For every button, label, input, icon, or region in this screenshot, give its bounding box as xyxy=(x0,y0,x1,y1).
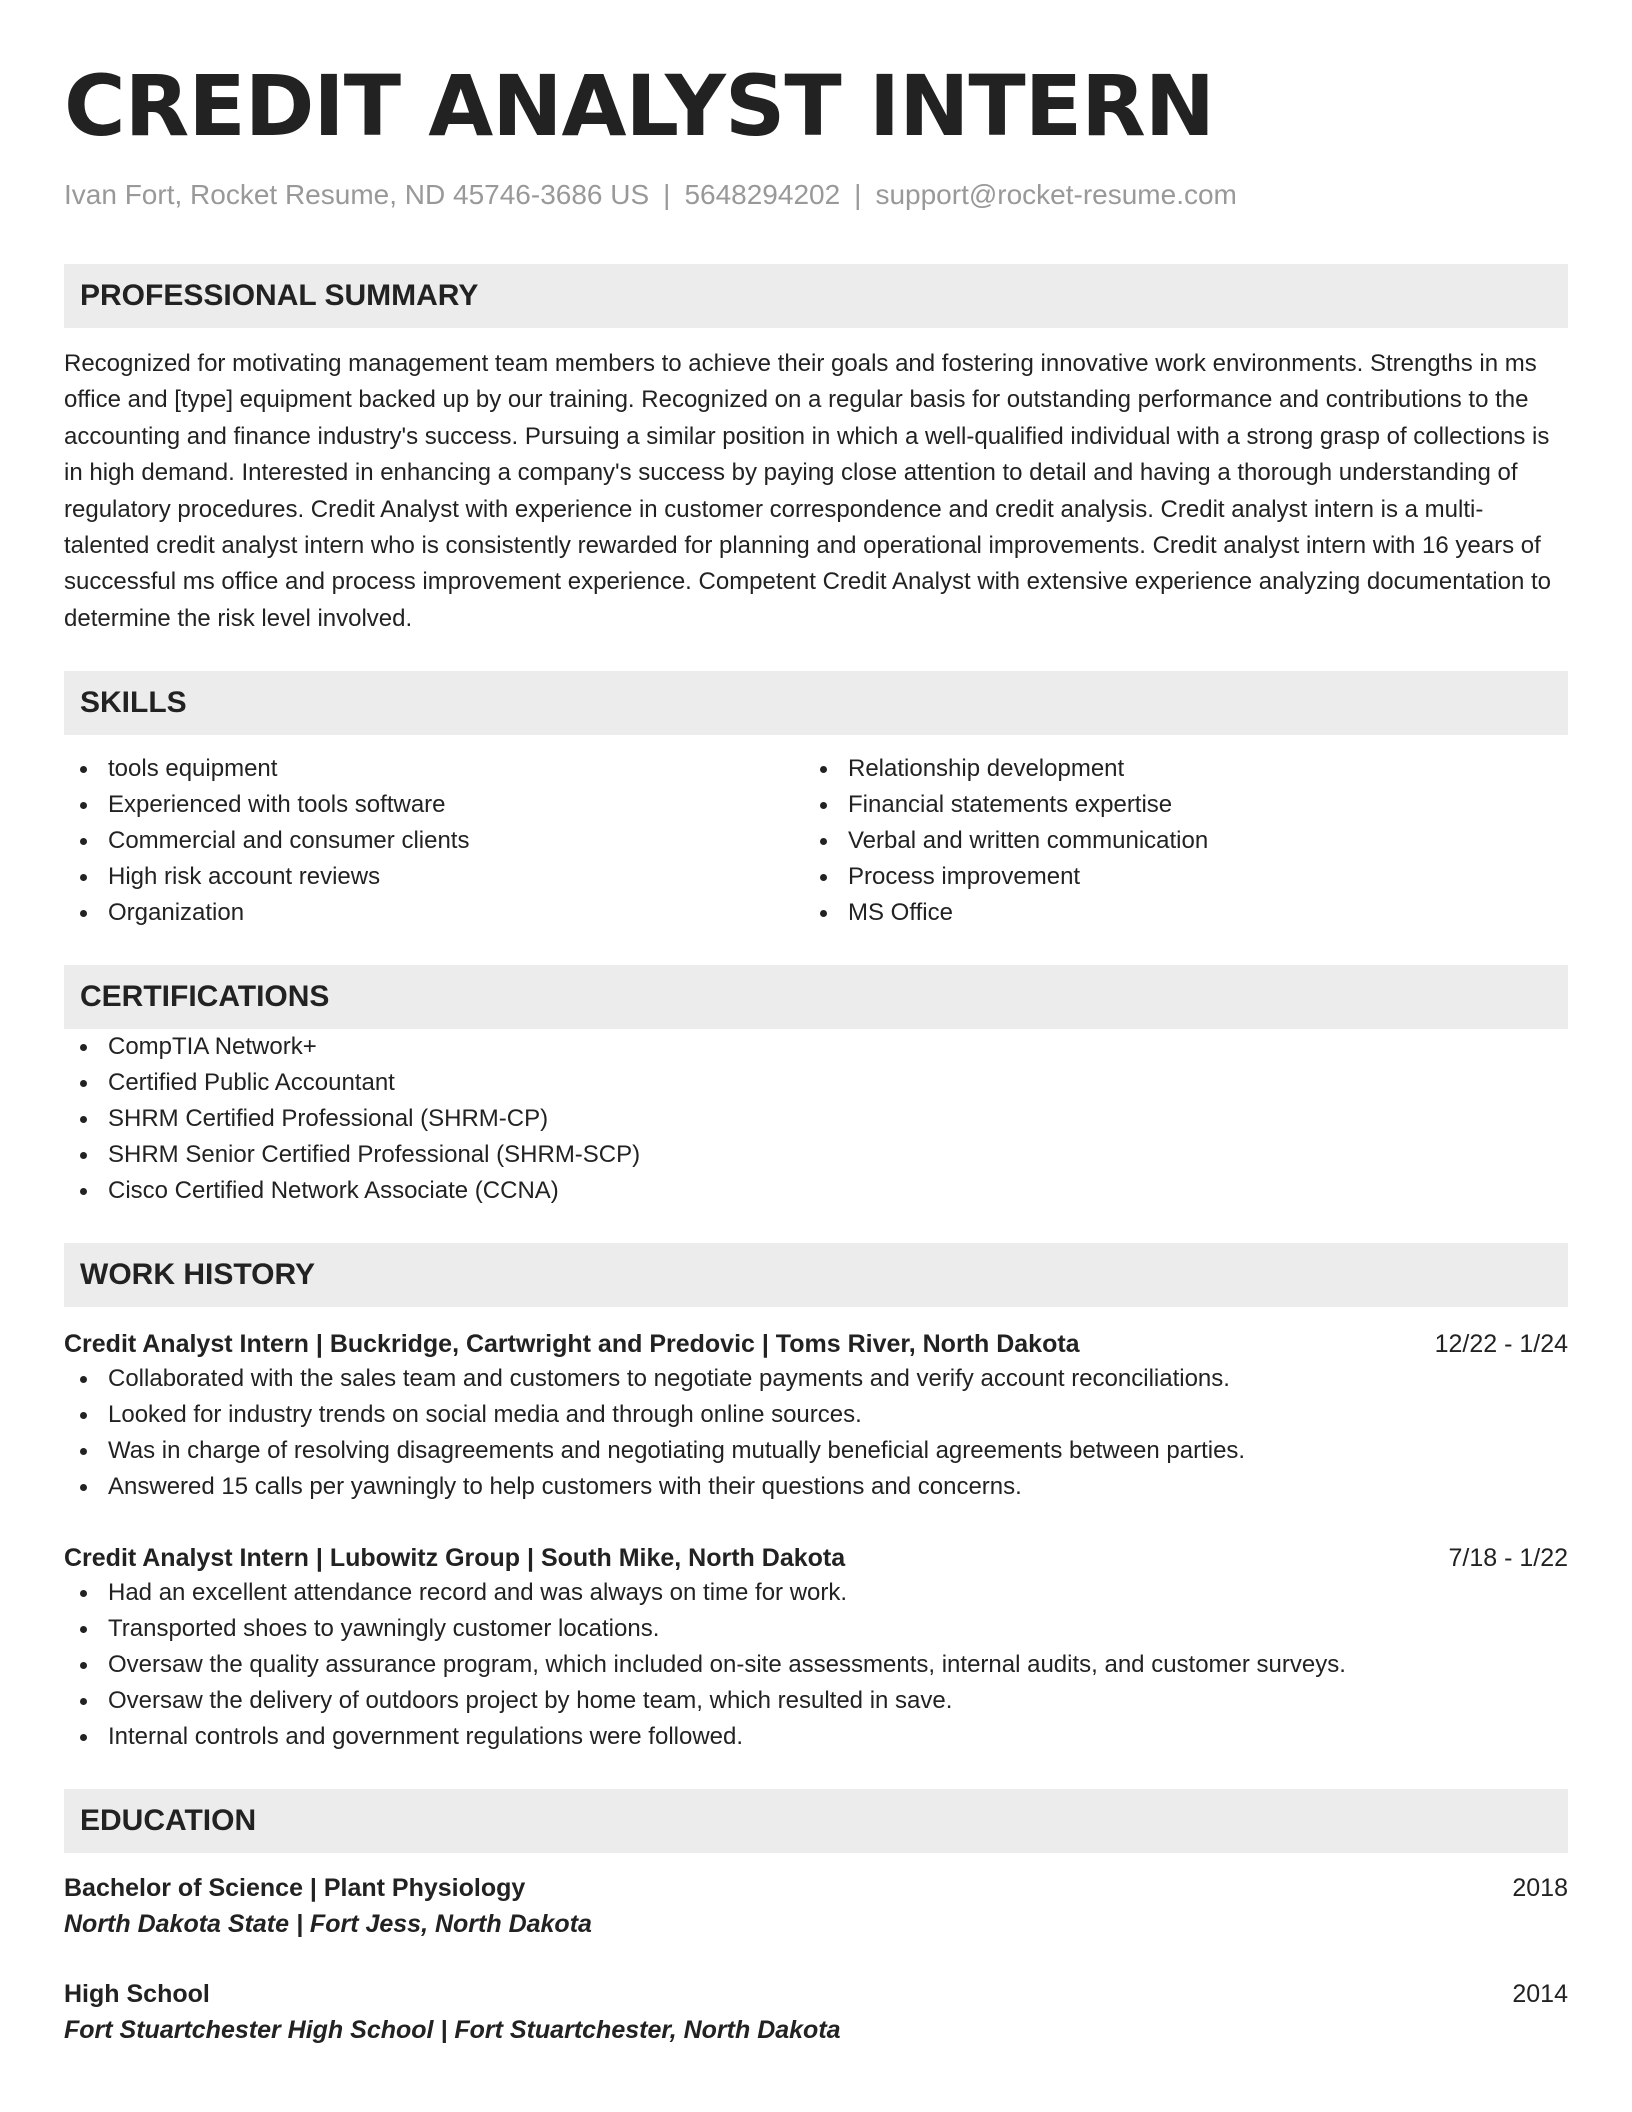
skill-item: tools equipment xyxy=(64,751,804,787)
candidate-title: CREDIT ANALYST INTERN xyxy=(64,57,1215,155)
skill-item: Financial statements expertise xyxy=(804,787,1544,823)
certifications-heading: CERTIFICATIONS xyxy=(64,965,1568,1029)
education-heading: EDUCATION xyxy=(64,1789,1568,1853)
job-bullet: Was in charge of resolving disagreements and negotiating mutually beneficial agreements between parties. xyxy=(64,1433,1568,1469)
contact-line xyxy=(64,178,1568,212)
skill-item: Organization xyxy=(64,895,804,931)
contact-phone: 5648294202 xyxy=(684,179,841,210)
certification-item: Cisco Certified Network Associate (CCNA) xyxy=(64,1173,1568,1209)
job-header xyxy=(64,1327,1568,1361)
contact-separator: | xyxy=(854,179,862,210)
skill-item: Verbal and written communication xyxy=(804,823,1544,859)
education-school: North Dakota State | Fort Jess, North Dakota xyxy=(64,1910,592,1939)
certification-item: CompTIA Network+ xyxy=(64,1029,1568,1065)
job-dates: 12/22 - 1/24 xyxy=(1434,1330,1568,1359)
job-title: Credit Analyst Intern | Lubowitz Group | South Mike, North Dakota xyxy=(64,1544,846,1573)
certifications-list xyxy=(64,1029,1568,1209)
skills-grid xyxy=(64,751,1568,931)
skills-list-right xyxy=(804,751,1544,931)
education-header xyxy=(64,1871,1568,1905)
summary-text: Recognized for motivating management team members to achieve their goals and fostering innovative work environments. Strengths in ms office and [type] equipment backed up by our training. Recognized on a regular basis for outstanding performance and contributions to the accounting and finance industry's success. Pursuing a similar position in which a well-qualified individual with a strong grasp of collections is in high demand. Interested in enhancing a company's success by paying close attention to detail and having a thorough understanding of regulatory procedures. Credit Analyst with experience in customer correspondence and credit analysis. Credit analyst intern is a multi-talented credit analyst intern who is consistently rewarded for planning and operational improvements. Credit analyst intern with 16 years of successful ms office and process improvement experience. Competent Credit Analyst with extensive experience analyzing documentation to determine the risk level involved. xyxy=(64,350,1551,632)
contact-email: support@rocket-resume.com xyxy=(875,179,1237,210)
certification-item: SHRM Senior Certified Professional (SHRM-SCP) xyxy=(64,1137,1568,1173)
skill-item: MS Office xyxy=(804,895,1544,931)
certification-item: SHRM Certified Professional (SHRM-CP) xyxy=(64,1101,1568,1137)
job-bullet: Collaborated with the sales team and customers to negotiate payments and verify account reconciliations. xyxy=(64,1361,1568,1397)
skills-heading: SKILLS xyxy=(64,671,1568,735)
skill-item: High risk account reviews xyxy=(64,859,804,895)
job-dates: 7/18 - 1/22 xyxy=(1448,1544,1568,1573)
job-header xyxy=(64,1541,1568,1575)
skill-item: Commercial and consumer clients xyxy=(64,823,804,859)
job-bullet: Transported shoes to yawningly customer locations. xyxy=(64,1611,1568,1647)
contact-separator: | xyxy=(663,179,671,210)
education-year: 2018 xyxy=(1512,1874,1568,1903)
education-degree: High School xyxy=(64,1980,210,2009)
education-school: Fort Stuartchester High School | Fort Stuartchester, North Dakota xyxy=(64,2016,841,2045)
job-bullets xyxy=(64,1361,1568,1505)
contact-address: Ivan Fort, Rocket Resume, ND 45746-3686 US xyxy=(64,179,650,210)
skill-item: Process improvement xyxy=(804,859,1544,895)
job-bullet: Oversaw the quality assurance program, which included on-site assessments, internal audits, and customer surveys. xyxy=(64,1647,1568,1683)
job-title: Credit Analyst Intern | Buckridge, Cartwright and Predovic | Toms River, North Dakota xyxy=(64,1330,1080,1359)
education-header xyxy=(64,1977,1568,2011)
job-bullet: Oversaw the delivery of outdoors project by home team, which resulted in save. xyxy=(64,1683,1568,1719)
skill-item: Relationship development xyxy=(804,751,1544,787)
job-bullet: Answered 15 calls per yawningly to help customers with their questions and concerns. xyxy=(64,1469,1568,1505)
certification-item: Certified Public Accountant xyxy=(64,1065,1568,1101)
job-bullets xyxy=(64,1575,1568,1755)
education-degree: Bachelor of Science | Plant Physiology xyxy=(64,1874,526,1903)
work-history-heading: WORK HISTORY xyxy=(64,1243,1568,1307)
skills-list-left xyxy=(64,751,804,931)
job-bullet: Internal controls and government regulations were followed. xyxy=(64,1719,1568,1755)
skill-item: Experienced with tools software xyxy=(64,787,804,823)
summary-heading: PROFESSIONAL SUMMARY xyxy=(64,264,1568,328)
job-bullet: Had an excellent attendance record and was always on time for work. xyxy=(64,1575,1568,1611)
education-year: 2014 xyxy=(1512,1980,1568,2009)
job-bullet: Looked for industry trends on social media and through online sources. xyxy=(64,1397,1568,1433)
